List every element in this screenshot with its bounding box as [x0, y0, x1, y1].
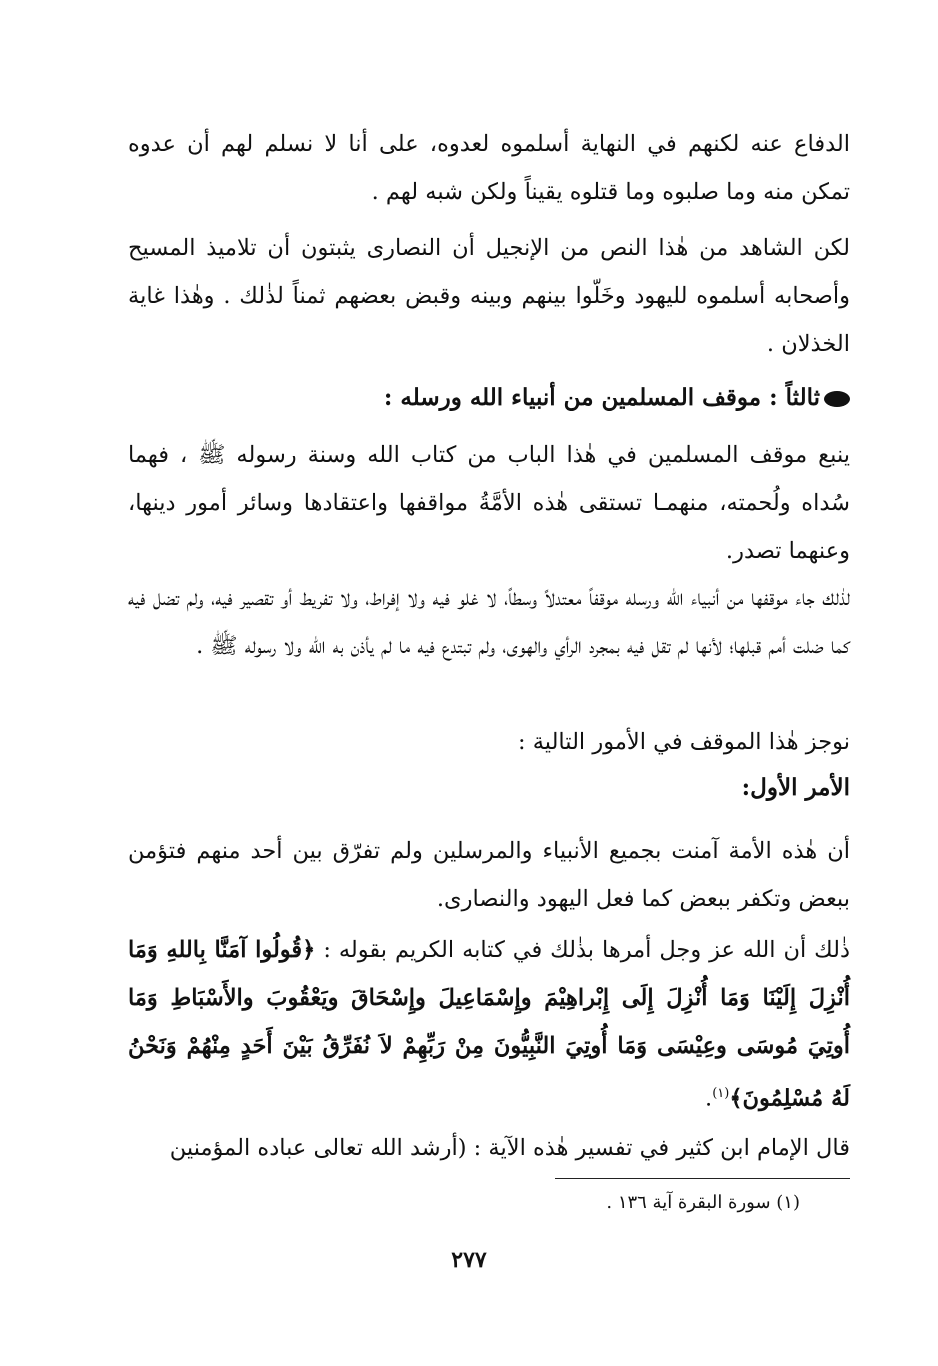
paragraph-3: ينبع موقف المسلمين في هٰذا الباب من كتاب الله وسنة رسوله ﷺ ، فهما سُداه ولُحمته، منهمـا تستقى هٰذه الأمَّةُ مواقفها واعتقادها وسائر أمور دينها، وعنهما تصدر.: [128, 442, 850, 564]
paragraph-8: قال الإمام ابن كثير في تفسير هٰذه الآية : (أرشد الله تعالى عباده المؤمنين: [169, 1135, 850, 1161]
paragraph-4: لذٰلك جاء موقفها من أنبياء الله ورسله موقفاً معتدلاً وسطاً، لا غلو فيه ولا إفراط، ولا تفريط أو تقصير فيه، ولم تضل فيه كما ضلت أمم قبلها؛ لأنها لم تقل فيه بمجرد الرأي والهوى، ولم تبتدع فيه ما لم يأذن به الله ولا رسوله ﷺ .: [128, 585, 850, 659]
heading-first-matter: الأمر الأول:: [741, 774, 850, 801]
section-heading-third: [128, 374, 850, 422]
paragraph-6: أن هٰذه الأمة آمنت بجميع الأنبياء والمرسلين ولم تفرّق بين أحد منهم فتؤمن ببعض وتكفر ببعض كما فعل اليهود والنصارى.: [128, 838, 850, 912]
quran-verse: ﴿قُولُوا آمَنَّا بِاللهِ وَمَا أُنْزِلَ إِلَيْنَا وَمَا أُنْزِلَ إِلَى إِبْراهِيْمَ وإِسْمَاعِيلَ وإِسْحَاقَ ويَعْقُوبَ والأَسْبَاطِ وَمَا أُوتِيَ مُوسَى وعِيْسَى وَمَا أُوتِيَ النَّبِيُّونَ مِنْ رَبِّهِمْ لاَ نُفَرِّقُ بَيْنَ أَحَدٍ مِنْهُمْ وَنَحْنُ لَهُ مُسْلِمُونَ﴾: [128, 937, 850, 1112]
paragraph-7: [128, 926, 850, 1123]
footnote-ref: (١): [712, 1086, 730, 1101]
verse-intro: ذٰلك أن الله عز وجل أمرها بذٰلك في كتابه الكريم بقوله :: [323, 937, 851, 963]
paragraph-1: الدفاع عنه لكنهم في النهاية أسلموه لعدوه، على أنا لا نسلم لهم أن عدوه تمكن منه وما صلبوه وما قتلوه يقيناً ولكن شبه لهم .: [128, 131, 850, 205]
footnote-divider: [555, 1178, 850, 1179]
footnote: (١) سورة البقرة آية ١٣٦ .: [606, 1192, 800, 1213]
verse-end-punct: .: [705, 1085, 713, 1112]
paragraph-5: نوجز هٰذا الموقف في الأمور التالية :: [517, 729, 850, 755]
paragraph-2: لكن الشاهد من هٰذا النص من الإنجيل أن النصارى يثبتون أن تلاميذ المسيح وأصحابه أسلموه لليهود وخَلّوا بينهم وبينه وقبض بعضهم ثمناً لذٰلك . وهٰذا غاية الخذلان .: [128, 235, 850, 357]
bullet-icon: [824, 391, 850, 407]
page-number: ٢٧٧: [451, 1247, 487, 1273]
heading-title: : موقف المسلمين من أنبياء الله ورسله :: [383, 384, 778, 411]
heading-label: ثالثاً: [785, 384, 820, 411]
